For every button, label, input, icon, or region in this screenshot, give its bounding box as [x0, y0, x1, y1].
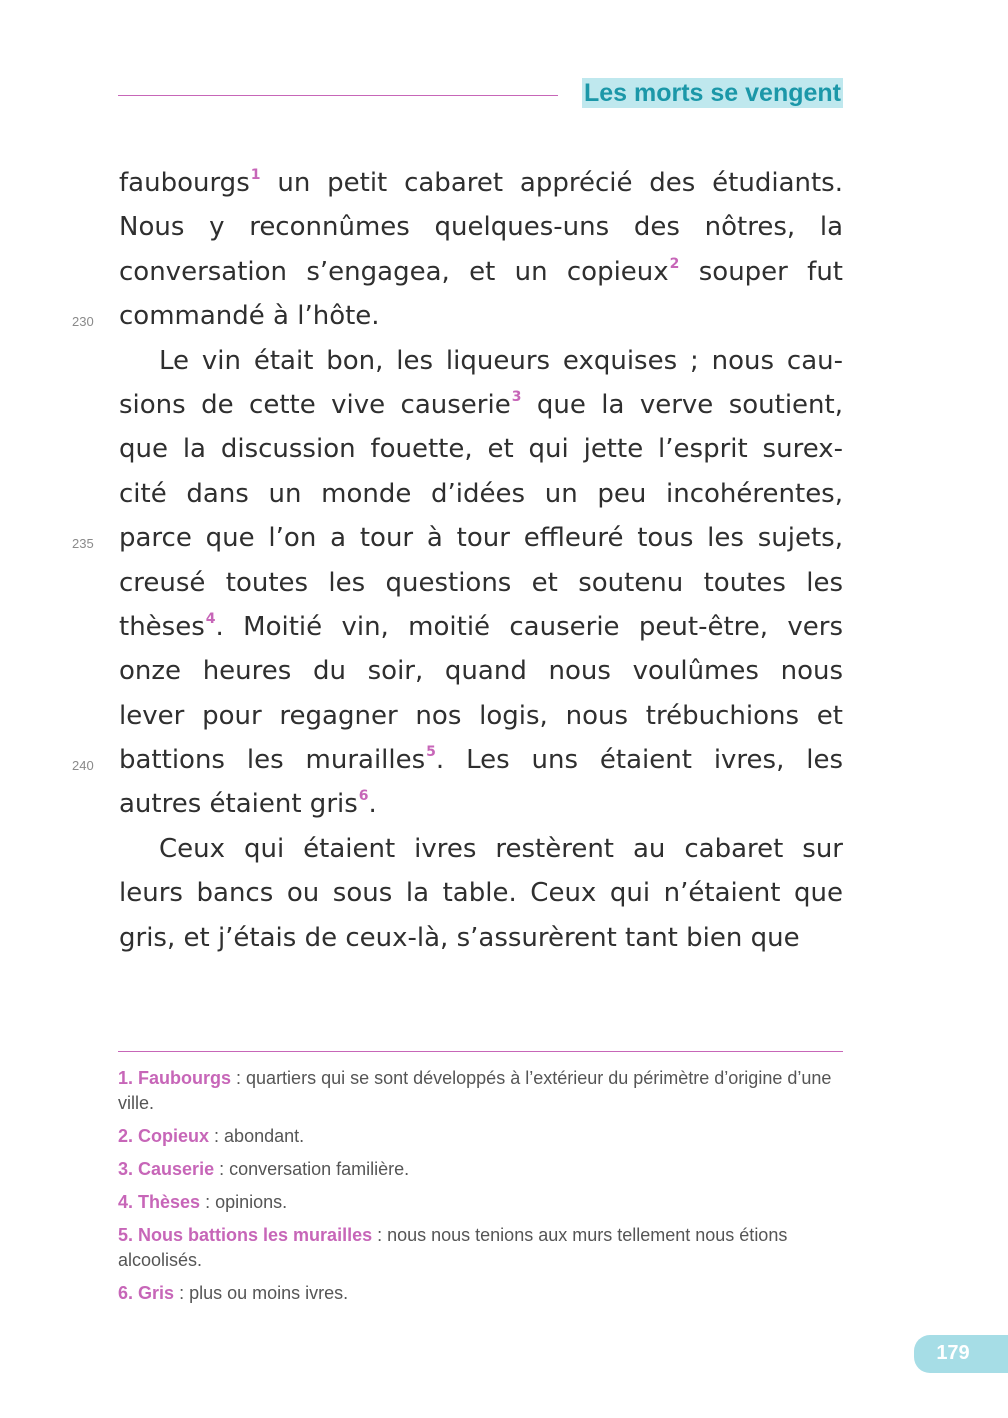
- header-rule: [118, 95, 558, 96]
- text-line: [119, 916, 843, 960]
- text-line: [119, 427, 843, 471]
- text-segment: que la verve soutient,: [521, 389, 843, 420]
- footnote-definition: : abondant.: [209, 1126, 305, 1146]
- text-segment: que la discussion fouette, et qui jette l’esprit surex-: [119, 434, 843, 465]
- text-segment: parce que l’on a tour à tour effleuré tous les sujets,: [119, 523, 843, 554]
- text-segment: lever pour regagner nos logis, nous trébuchions et: [119, 700, 843, 731]
- footnote-marker[interactable]: 4: [205, 610, 216, 627]
- text-line: [119, 205, 843, 249]
- text-segment: Le vin était bon, les liqueurs exquises ; nous cau-: [159, 345, 843, 376]
- body-text: [119, 161, 843, 960]
- text-segment: gris, et j’étais de ceux-là, s’assurèrent tant bien que: [119, 922, 800, 953]
- text-line: [119, 250, 843, 294]
- text-segment: souper fut: [679, 256, 844, 287]
- footnote-item: [118, 1190, 844, 1215]
- footnote-definition: : opinions.: [200, 1192, 288, 1212]
- text-line: [119, 694, 843, 738]
- text-segment: thèses: [119, 611, 205, 642]
- footnote-definition: : plus ou moins ivres.: [174, 1283, 349, 1303]
- footnote-term: Thèses: [138, 1192, 201, 1212]
- text-segment: Ceux qui étaient ivres restèrent au cabaret sur: [159, 833, 843, 864]
- text-line: [119, 649, 843, 693]
- text-segment: creusé toutes les questions et soutenu toutes les: [119, 567, 843, 598]
- text-line: [119, 871, 843, 915]
- text-segment: Nous y reconnûmes quelques-uns des nôtres, la: [119, 212, 843, 243]
- text-segment: autres étaient gris: [119, 789, 358, 820]
- text-segment: sions de cette vive causerie: [119, 389, 511, 420]
- text-segment: commandé à l’hôte.: [119, 301, 380, 332]
- footnote-marker[interactable]: 3: [511, 388, 522, 405]
- footnote-marker[interactable]: 5: [426, 744, 436, 761]
- line-number-235: 235: [72, 536, 94, 551]
- text-line: [119, 738, 843, 782]
- text-segment: . Moitié vin, moitié causerie peut-être, vers: [215, 611, 843, 642]
- text-line: [119, 294, 843, 338]
- footnote-number: 2.: [118, 1126, 134, 1146]
- text-segment: cité dans un monde d’idées un peu incohérentes,: [119, 478, 843, 509]
- text-segment: faubourgs: [119, 168, 250, 198]
- text-segment: .: [368, 789, 377, 820]
- footnote-number: 5.: [118, 1225, 134, 1245]
- text-segment: un petit cabaret apprécié des étudiants.: [260, 168, 843, 198]
- footnote-definition: : nous nous tenions aux murs tellement nous étions alcoolisés.: [118, 1225, 788, 1270]
- footnote-term: Gris: [138, 1283, 175, 1303]
- footnote-definition: : conversation familière.: [214, 1159, 410, 1179]
- footnote-term: Nous battions les murailles: [138, 1225, 373, 1245]
- footnote-marker[interactable]: 2: [669, 255, 680, 272]
- footnote-term: Causerie: [138, 1159, 215, 1179]
- text-segment: leurs bancs ou sous la table. Ceux qui n’étaient que: [119, 878, 843, 909]
- text-line: [119, 383, 843, 427]
- text-line: [119, 339, 843, 383]
- footnote-marker[interactable]: 6: [358, 788, 369, 805]
- text-segment: onze heures du soir, quand nous voulûmes nous: [119, 656, 843, 687]
- footnote-definition: : quartiers qui se sont développés à l’extérieur du périmètre d’origine d’une ville.: [118, 1068, 832, 1113]
- footnote-number: 4.: [118, 1192, 134, 1212]
- text-line: [119, 472, 843, 516]
- footnote-item: [118, 1066, 844, 1116]
- footnote-item: [118, 1124, 844, 1149]
- text-line: [119, 161, 843, 205]
- text-line: [119, 827, 843, 871]
- footnote-rule: [118, 1051, 843, 1052]
- footnote-number: 6.: [118, 1283, 134, 1303]
- text-line: [119, 605, 843, 649]
- footnote-item: [118, 1281, 844, 1306]
- text-line: [119, 516, 843, 560]
- text-segment: . Les uns étaient ivres, les: [435, 745, 844, 776]
- footnote-number: 3.: [118, 1159, 134, 1179]
- text-line: [119, 782, 843, 826]
- text-segment: conversation s’engagea, et un copieux: [119, 256, 669, 287]
- text-line: [119, 561, 843, 605]
- page-number-tab: [914, 1335, 1008, 1373]
- footnote-term: Copieux: [138, 1126, 210, 1146]
- footnote-item: [118, 1223, 844, 1273]
- line-number-240: 240: [72, 758, 94, 773]
- footnote-marker[interactable]: 1: [250, 167, 261, 183]
- running-header-title: Les morts se vengent: [583, 79, 841, 107]
- page-number: 179: [936, 1342, 970, 1364]
- line-number-230: 230: [72, 314, 94, 329]
- footnote-number: 1.: [118, 1068, 134, 1088]
- footnote-term: Faubourgs: [138, 1068, 232, 1088]
- footnote-item: [118, 1157, 844, 1182]
- footnotes: [118, 1066, 844, 1314]
- text-segment: battions les murailles: [119, 745, 426, 776]
